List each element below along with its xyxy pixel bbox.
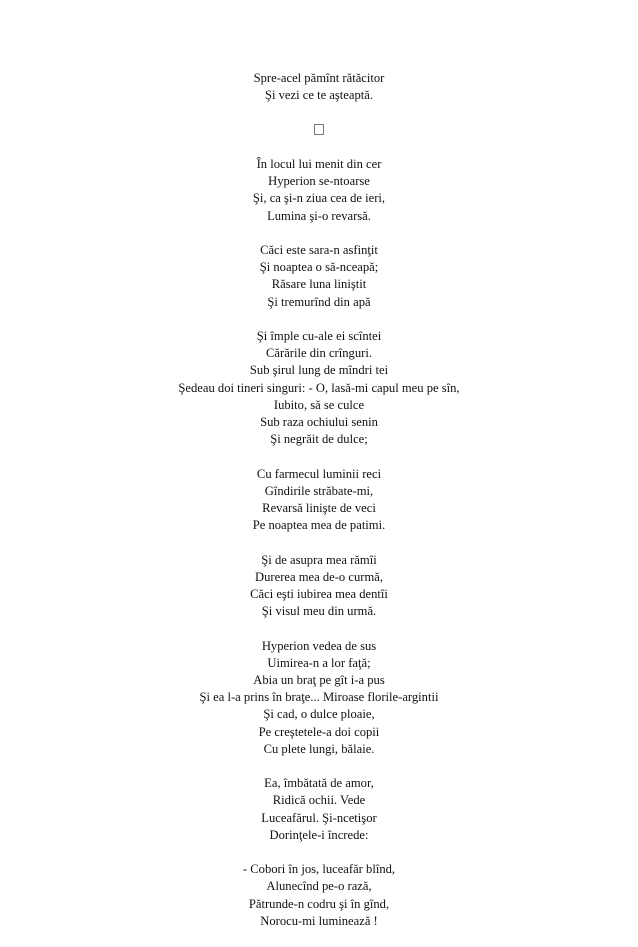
poem-line: Spre-acel pămînt rătăcitor bbox=[253, 71, 385, 85]
poem-line: Durerea mea de-o curmă, bbox=[255, 569, 383, 584]
poem-line: Şi negrăit de dulce; bbox=[270, 432, 368, 447]
stanza-5 bbox=[0, 466, 638, 535]
poem-line: Uimirea-n a lor faţă; bbox=[267, 655, 371, 670]
poem-line: Şi de asupra mea rămîi bbox=[261, 552, 377, 567]
poem-line: Şi noaptea o să-nceapă; bbox=[259, 260, 379, 275]
poem-line: Alunecînd pe-o rază, bbox=[266, 879, 372, 894]
poem-line: Ea, îmbătată de amor, bbox=[264, 776, 374, 791]
poem-line: Căci eşti iubirea mea dentîi bbox=[250, 587, 388, 601]
stanza-separator bbox=[0, 122, 638, 139]
poem-line: Norocu-mi luminează ! bbox=[260, 913, 378, 928]
separator-glyph bbox=[0, 122, 638, 139]
poem-line: Şi cad, o dulce ploaie, bbox=[263, 707, 375, 722]
stanza-6 bbox=[0, 552, 638, 621]
stanza-8 bbox=[0, 775, 638, 844]
poem-line: Sub şirul lung de mîndri tei bbox=[249, 363, 389, 378]
poem-line: Ridică ochii. Vede bbox=[272, 793, 366, 808]
poem-line: Pe creştetele-a doi copii bbox=[258, 724, 380, 739]
stanza-7 bbox=[0, 638, 638, 758]
poem-line: Hyperion se-ntoarse bbox=[268, 174, 370, 189]
stanza-4 bbox=[0, 328, 638, 448]
poem-line: Pe noaptea mea de patimi. bbox=[252, 518, 386, 533]
stanza-3 bbox=[0, 242, 638, 311]
poem-line: Şi visul meu din urmă. bbox=[261, 604, 377, 619]
poem-line: Şi, ca şi-n ziua cea de ieri, bbox=[252, 191, 386, 206]
poem-text bbox=[0, 70, 638, 947]
poem-line: Şi tremurînd din apă bbox=[267, 294, 371, 309]
poem-line: Şi împle cu-ale ei scîntei bbox=[256, 328, 382, 343]
stanza-9 bbox=[0, 861, 638, 930]
poem-line: Căci este sara-n asfinţit bbox=[260, 242, 378, 257]
poem-line: Şedeau doi tineri singuri: - O, lasă-mi capul meu pe sîn, bbox=[178, 380, 460, 395]
poem-line: Şi vezi ce te aşteaptă. bbox=[264, 88, 374, 103]
poem-line: Gîndirile străbate-mi, bbox=[264, 483, 374, 498]
poem-line: Abia un braţ pe gît i-a pus bbox=[253, 673, 385, 687]
stanza-2 bbox=[0, 156, 638, 225]
stanza-1 bbox=[0, 70, 638, 104]
poem-line: Sub raza ochiului senin bbox=[260, 415, 378, 429]
poem-line: - Cobori în jos, luceafăr blînd, bbox=[242, 862, 396, 877]
poem-line: Lumina şi-o revarsă. bbox=[267, 208, 371, 223]
poem-line: În locul lui menit din cer bbox=[256, 156, 382, 171]
poem-line: Dorinţele-i încrede: bbox=[269, 827, 369, 842]
poem-line: Cărările din crînguri. bbox=[266, 346, 372, 361]
poem-line: Iubito, să se culce bbox=[273, 397, 365, 412]
poem-line: Şi ea l-a prins în braţe... Miroase florile-argintii bbox=[199, 690, 439, 705]
poem-line: Luceafărul. Şi-ncetişor bbox=[261, 810, 377, 825]
poem-line: Pătrunde-n codru şi în gînd, bbox=[248, 896, 390, 911]
poem-line: Cu plete lungi, bălaie. bbox=[263, 741, 375, 756]
poem-line: Răsare luna liniştit bbox=[271, 277, 367, 292]
poem-line: Cu farmecul luminii reci bbox=[256, 466, 382, 481]
poem-line: Hyperion vedea de sus bbox=[261, 638, 377, 653]
poem-line: Revarsă linişte de veci bbox=[262, 501, 376, 515]
missing-glyph-icon bbox=[314, 124, 324, 135]
